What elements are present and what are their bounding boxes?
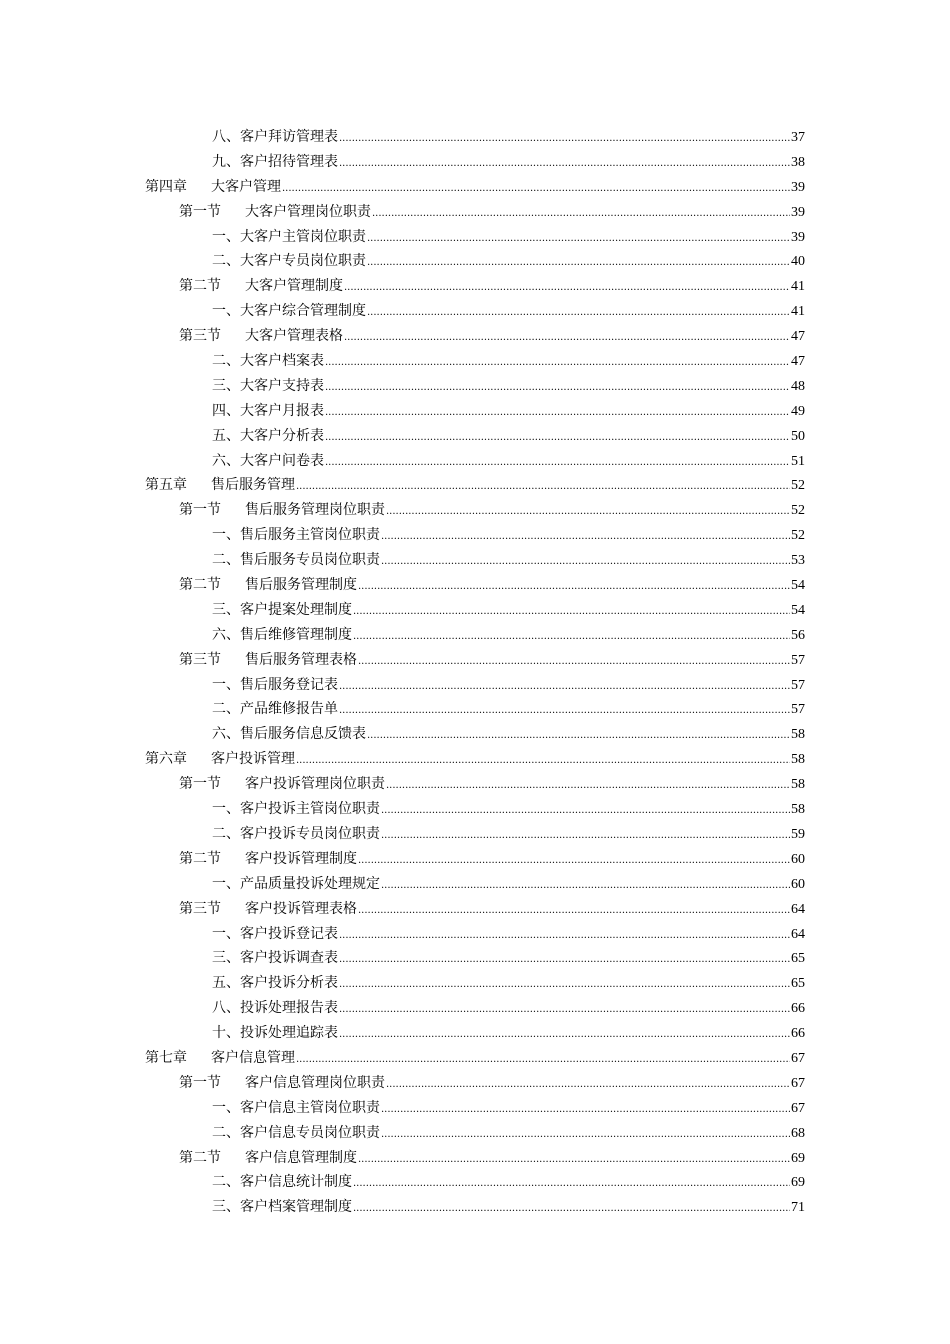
toc-entry-line [212,797,805,824]
toc-entry-title: 客户投诉主管岗位职责 [240,801,380,818]
toc-page-number: 64 [791,926,805,942]
toc-entry-number: 第一节 [179,203,221,220]
toc-entry[interactable] [0,722,950,747]
toc-entry[interactable] [0,150,950,175]
toc-entry-title: 大客户综合管理制度 [240,303,366,320]
toc-entry[interactable] [0,200,950,225]
toc-dot-leader [339,948,790,973]
toc-page-number: 41 [791,304,805,320]
toc-entry-title: 客户投诉管理 [211,751,295,768]
toc-entry-number: 第六章 [145,751,187,768]
toc-page-number: 64 [791,901,805,917]
toc-entry-number: 二、 [212,825,240,842]
toc-entry-line [145,747,805,774]
toc-entry-number: 一、 [212,228,240,245]
toc-dot-leader [325,401,790,426]
toc-page-number: 59 [791,826,805,842]
toc-dot-leader [372,202,790,227]
toc-entry-title: 售后服务管理制度 [245,577,357,594]
toc-entry[interactable] [0,249,950,274]
toc-page-number: 38 [791,154,805,170]
toc-entry-line [179,648,805,675]
toc-entry-line [212,523,805,550]
toc-entry-number: 第一节 [179,1074,221,1091]
toc-entry-title: 投诉处理报告表 [240,1000,338,1017]
toc-entry[interactable] [0,1071,950,1096]
toc-entry-title: 客户信息主管岗位职责 [240,1099,380,1116]
toc-entry[interactable] [0,299,950,324]
toc-entry-title: 客户档案管理制度 [240,1199,352,1216]
toc-entry-number: 第二节 [179,850,221,867]
toc-entry-number: 一、 [212,801,240,818]
toc-entry-line [145,1046,805,1073]
toc-page-number: 39 [791,229,805,245]
toc-dot-leader [386,500,790,525]
toc-entry-number: 一、 [212,875,240,892]
toc-dot-leader [381,1098,790,1123]
toc-entry-title: 售后服务管理表格 [245,651,357,668]
toc-entry-number: 三、 [212,950,240,967]
toc-entry-title: 大客户档案表 [240,353,324,370]
toc-entry-line [212,1121,805,1148]
toc-page-number: 67 [791,1100,805,1116]
toc-entry[interactable] [0,1146,950,1171]
toc-entry-title: 客户投诉专员岗位职责 [240,825,380,842]
toc-entry-title: 售后服务登记表 [240,676,338,693]
toc-page-number: 52 [791,528,805,544]
toc-entry-title: 大客户管理表格 [245,328,343,345]
toc-entry[interactable] [0,399,950,424]
toc-entry-title: 客户提案处理制度 [240,601,352,618]
toc-dot-leader [353,600,790,625]
toc-entry-line [212,922,805,949]
toc-entry-line [212,697,805,724]
toc-entry-number: 第七章 [145,1049,187,1066]
toc-entry-line [212,374,805,401]
toc-entry[interactable] [0,772,950,797]
toc-entry-title: 产品维修报告单 [240,701,338,718]
toc-page-number: 58 [791,752,805,768]
toc-page-number: 65 [791,976,805,992]
toc-entry-line [145,175,805,202]
toc-entry-line [179,1071,805,1098]
toc-dot-leader [325,351,790,376]
toc-entry-line [212,225,805,252]
toc-entry-line [212,449,805,476]
toc-page-number: 60 [791,851,805,867]
toc-entry[interactable] [0,673,950,698]
toc-entry-number: 八、 [212,129,240,145]
toc-entry[interactable] [0,872,950,897]
toc-entry-title: 客户拜访管理表 [240,129,338,145]
toc-dot-leader [358,849,790,874]
toc-entry-title: 客户信息管理 [211,1049,295,1066]
toc-entry-number: 三、 [212,377,240,394]
toc-entry[interactable] [0,374,950,399]
toc-entry-title: 大客户主管岗位职责 [240,228,366,245]
toc-dot-leader [353,1172,790,1197]
toc-page-number: 58 [791,727,805,743]
toc-page-number: 52 [791,478,805,494]
toc-entry[interactable] [0,1096,950,1121]
toc-entry-title: 客户投诉管理表格 [245,900,357,917]
toc-entry-line [179,1146,805,1173]
toc-entry[interactable] [0,897,950,922]
toc-entry-line [179,498,805,525]
toc-entry-number: 八、 [212,1000,240,1017]
toc-entry-number: 一、 [212,925,240,942]
toc-entry-line [179,573,805,600]
toc-entry[interactable] [0,523,950,548]
toc-page-number: 52 [791,503,805,519]
toc-entry-line [212,623,805,650]
toc-entry-title: 售后服务管理岗位职责 [245,502,385,519]
toc-page-number: 53 [791,553,805,569]
toc-entry-number: 二、 [212,701,240,718]
toc-entry-title: 客户信息管理制度 [245,1149,357,1166]
toc-entry[interactable] [0,225,950,250]
toc-dot-leader [339,924,790,949]
toc-entry-number: 一、 [212,1099,240,1116]
toc-entry-line [212,1170,805,1197]
toc-entry-title: 售后服务管理 [211,477,295,494]
toc-entry-title: 大客户管理制度 [245,278,343,295]
toc-page-number: 60 [791,876,805,892]
toc-entry-number: 一、 [212,676,240,693]
toc-entry-title: 客户投诉分析表 [240,975,338,992]
toc-entry-title: 客户投诉登记表 [240,925,338,942]
toc-entry-title: 大客户管理岗位职责 [245,203,371,220]
toc-page-number: 67 [791,1050,805,1066]
toc-entry-number: 第五章 [145,477,187,494]
toc-entry[interactable] [0,922,950,947]
toc-page-number: 58 [791,802,805,818]
toc-entry-title: 售后服务主管岗位职责 [240,527,380,544]
toc-entry-line [212,349,805,376]
toc-entry-number: 二、 [212,1124,240,1141]
toc-entry-title: 大客户分析表 [240,427,324,444]
toc-dot-leader [381,874,790,899]
toc-entry[interactable] [0,797,950,822]
toc-dot-leader [353,625,790,650]
toc-entry[interactable] [0,573,950,598]
toc-entry-number: 六、 [212,726,240,743]
toc-entry-line [212,673,805,700]
toc-entry[interactable] [0,1121,950,1146]
toc-entry-line [212,1096,805,1123]
toc-dot-leader [358,899,790,924]
toc-dot-leader [381,550,790,575]
toc-entry[interactable] [0,125,950,150]
toc-entry-title: 客户信息管理岗位职责 [245,1074,385,1091]
toc-entry-number: 六、 [212,452,240,469]
toc-entry-number: 五、 [212,975,240,992]
toc-page-number: 57 [791,652,805,668]
toc-entry[interactable] [0,822,950,847]
toc-page-number: 49 [791,403,805,419]
toc-dot-leader [339,998,790,1023]
toc-entry[interactable] [0,473,950,498]
toc-page-number: 66 [791,1026,805,1042]
toc-page-number: 57 [791,702,805,718]
toc-dot-leader [381,824,790,849]
toc-entry-number: 第二节 [179,278,221,295]
toc-dot-leader [296,475,790,500]
toc-dot-leader [339,675,790,700]
toc-entry-line [212,946,805,973]
toc-entry-number: 一、 [212,527,240,544]
toc-entry-title: 客户投诉调查表 [240,950,338,967]
toc-entry-line [212,971,805,998]
toc-entry-title: 产品质量投诉处理规定 [240,875,380,892]
toc-page-number: 67 [791,1075,805,1091]
toc-entry-number: 三、 [212,601,240,618]
toc-entry-number: 九、 [212,153,240,170]
toc-entry[interactable] [0,1046,950,1071]
toc-page-number: 56 [791,627,805,643]
toc-entry-line [212,722,805,749]
toc-page-number: 40 [791,254,805,270]
toc-dot-leader [381,525,790,550]
toc-entry-title: 售后服务专员岗位职责 [240,552,380,569]
toc-entry[interactable] [0,946,950,971]
toc-page-number: 39 [791,204,805,220]
toc-entry[interactable] [0,847,950,872]
toc-entry-number: 四、 [212,402,240,419]
toc-page-number: 50 [791,428,805,444]
toc-entry-line [212,872,805,899]
toc-dot-leader [358,1148,790,1173]
toc-entry-line [212,399,805,426]
toc-entry-title: 大客户专员岗位职责 [240,253,366,270]
toc-entry-line [145,473,805,500]
toc-entry-line [212,1021,805,1048]
toc-entry-title: 大客户管理 [211,178,281,195]
toc-dot-leader [282,177,790,202]
table-of-contents [0,125,950,1220]
toc-entry-number: 第二节 [179,577,221,594]
toc-entry-line [212,548,805,575]
toc-entry-line [179,847,805,874]
toc-entry-line [212,299,805,326]
toc-entry-line [212,424,805,451]
toc-page-number: 54 [791,578,805,594]
toc-dot-leader [367,251,790,276]
toc-entry-number: 十、 [212,1025,240,1042]
toc-page-number: 41 [791,279,805,295]
toc-entry[interactable] [0,548,950,573]
toc-entry-number: 第四章 [145,178,187,195]
toc-dot-leader [367,227,790,252]
toc-dot-leader [325,451,790,476]
toc-entry-line [179,897,805,924]
toc-entry[interactable] [0,1021,950,1046]
toc-entry-number: 第二节 [179,1149,221,1166]
toc-entry-line [212,150,805,177]
toc-entry[interactable] [0,324,950,349]
toc-dot-leader [344,276,790,301]
toc-entry-number: 第一节 [179,776,221,793]
toc-entry-number: 第三节 [179,651,221,668]
toc-entry[interactable] [0,747,950,772]
toc-entry[interactable] [0,598,950,623]
toc-entry[interactable] [0,648,950,673]
toc-entry[interactable] [0,971,950,996]
toc-entry-line [212,996,805,1023]
toc-entry-title: 大客户月报表 [240,402,324,419]
toc-entry-title: 投诉处理追踪表 [240,1025,338,1042]
toc-entry-number: 五、 [212,427,240,444]
toc-entry-number: 第三节 [179,900,221,917]
toc-dot-leader [386,1073,790,1098]
toc-page-number: 69 [791,1175,805,1191]
toc-entry[interactable] [0,274,950,299]
toc-entry-line [212,822,805,849]
toc-entry[interactable] [0,175,950,200]
toc-dot-leader [367,301,790,326]
toc-entry-title: 客户信息专员岗位职责 [240,1124,380,1141]
toc-page-number: 47 [791,354,805,370]
toc-page-number: 66 [791,1001,805,1017]
toc-entry[interactable] [0,697,950,722]
toc-dot-leader [339,1023,790,1048]
toc-dot-leader [358,575,790,600]
toc-entry[interactable] [0,498,950,523]
toc-dot-leader [381,1123,790,1148]
toc-entry-number: 二、 [212,552,240,569]
toc-page-number: 65 [791,951,805,967]
toc-entry-number: 一、 [212,303,240,320]
toc-entry-number: 三、 [212,1199,240,1216]
toc-dot-leader [381,799,790,824]
toc-entry-number: 二、 [212,353,240,370]
toc-page-number: 58 [791,777,805,793]
toc-dot-leader [344,326,790,351]
toc-page-number: 39 [791,179,805,195]
toc-entry[interactable] [0,1195,950,1220]
toc-entry-line [179,324,805,351]
toc-entry-title: 客户投诉管理岗位职责 [245,776,385,793]
toc-entry-line [212,125,805,152]
toc-entry-number: 六、 [212,626,240,643]
toc-entry-title: 客户信息统计制度 [240,1174,352,1191]
toc-entry-line [179,772,805,799]
toc-dot-leader [339,973,790,998]
toc-entry-title: 客户招待管理表 [240,153,338,170]
toc-entry[interactable] [0,996,950,1021]
toc-entry-number: 二、 [212,1174,240,1191]
toc-dot-leader [367,724,790,749]
toc-entry-line [212,249,805,276]
toc-entry-number: 第三节 [179,328,221,345]
toc-entry-line [179,200,805,227]
toc-page-number: 54 [791,602,805,618]
toc-entry-line [212,598,805,625]
toc-dot-leader [358,650,790,675]
toc-page-number: 71 [791,1200,805,1216]
toc-dot-leader [339,699,790,724]
toc-dot-leader [325,426,790,451]
toc-entry[interactable] [0,1170,950,1195]
toc-dot-leader [386,774,790,799]
toc-entry-line [179,274,805,301]
toc-entry[interactable] [0,349,950,374]
toc-entry-title: 大客户支持表 [240,377,324,394]
toc-page-number: 68 [791,1125,805,1141]
toc-page-number: 51 [791,453,805,469]
toc-entry-title: 大客户问卷表 [240,452,324,469]
toc-dot-leader [339,127,790,152]
toc-entry[interactable] [0,449,950,474]
toc-entry-number: 第一节 [179,502,221,519]
toc-page-number: 57 [791,677,805,693]
toc-entry[interactable] [0,623,950,648]
toc-dot-leader [353,1197,790,1222]
toc-entry-title: 客户投诉管理制度 [245,850,357,867]
toc-entry-number: 二、 [212,253,240,270]
toc-entry-line [212,1195,805,1222]
toc-page-number: 48 [791,378,805,394]
toc-page-number: 37 [791,130,805,145]
toc-entry[interactable] [0,424,950,449]
toc-page-number: 69 [791,1150,805,1166]
toc-entry-title: 售后服务信息反馈表 [240,726,366,743]
toc-dot-leader [339,152,790,177]
toc-dot-leader [296,749,790,774]
toc-dot-leader [325,376,790,401]
toc-dot-leader [296,1048,790,1073]
toc-page-number: 47 [791,329,805,345]
toc-entry-title: 售后维修管理制度 [240,626,352,643]
